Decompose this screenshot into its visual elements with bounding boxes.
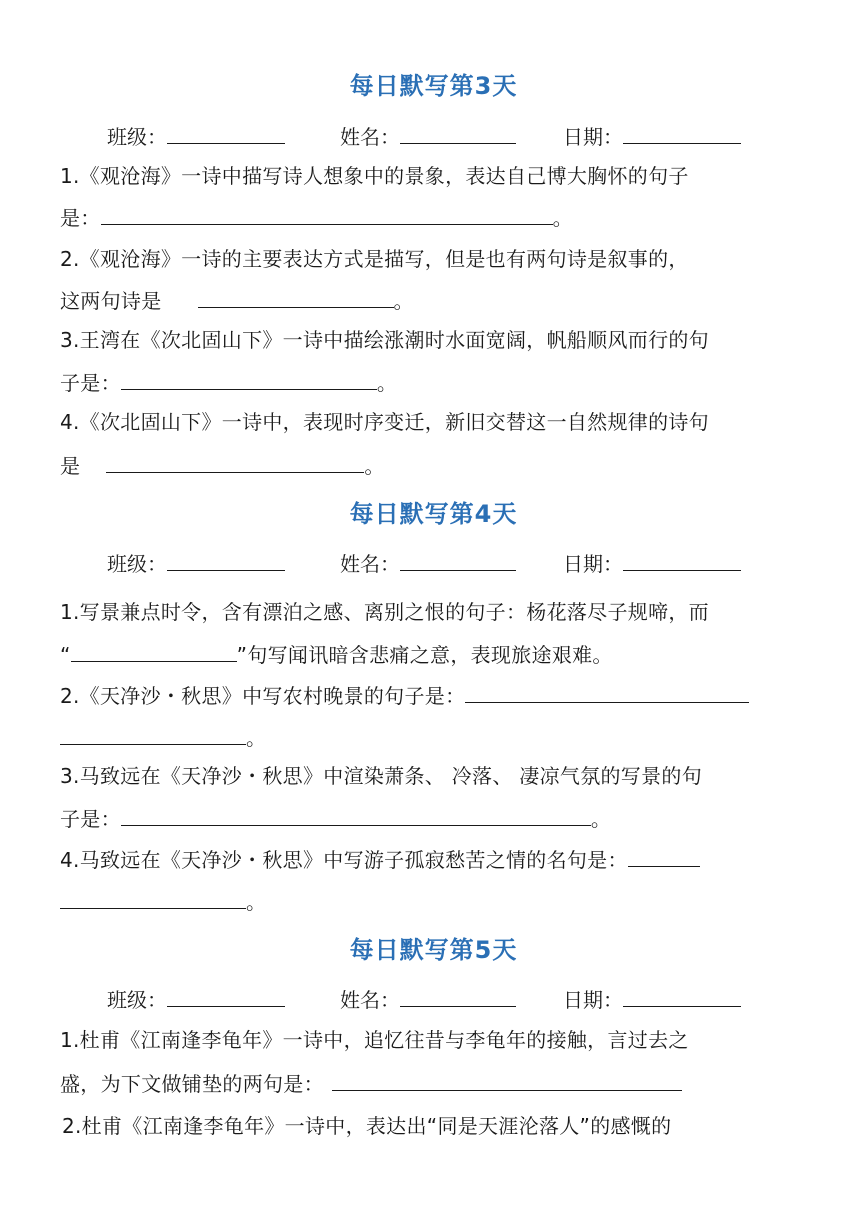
name-label: 姓名： xyxy=(340,988,400,1012)
class-label: 班级： xyxy=(107,988,167,1012)
question-line: 1.杜甫《江南逢李龟年》一诗中，追忆往昔与李龟年的接触，言过去之 xyxy=(60,1028,689,1052)
question-line: 4.《次北固山下》一诗中，表现时序变迁，新旧交替这一自然规律的诗句 xyxy=(60,410,709,434)
answer-blank[interactable] xyxy=(71,639,237,662)
answer-blank[interactable] xyxy=(101,202,553,225)
question-line: 2.《观沧海》一诗的主要表达方式是描写，但是也有两句诗是叙事的， xyxy=(60,247,689,271)
question-line: 这两句诗是 。 xyxy=(60,285,414,315)
name-blank[interactable] xyxy=(400,548,516,571)
date-field xyxy=(563,984,741,1014)
question-line: 是： 。 xyxy=(60,202,573,232)
question-line: 子是： 。 xyxy=(60,367,397,397)
date-blank[interactable] xyxy=(623,121,741,144)
name-field xyxy=(340,121,516,151)
class-blank[interactable] xyxy=(167,548,285,571)
date-blank[interactable] xyxy=(623,548,741,571)
question-line: 子是： 。 xyxy=(60,803,611,833)
date-label: 日期： xyxy=(563,125,623,149)
name-field xyxy=(340,548,516,578)
date-label: 日期： xyxy=(563,552,623,576)
question-line: 2.《天净沙・秋思》中写农村晚景的句子是： xyxy=(60,680,749,710)
question-line: 盛，为下文做铺垫的两句是： xyxy=(60,1068,682,1098)
class-field xyxy=(107,984,285,1014)
answer-blank[interactable] xyxy=(60,722,246,745)
name-label: 姓名： xyxy=(340,125,400,149)
date-field xyxy=(563,121,741,151)
class-blank[interactable] xyxy=(167,984,285,1007)
answer-blank[interactable] xyxy=(628,844,700,867)
question-line: 是 。 xyxy=(60,450,385,480)
section-title-day4: 每日默写第4天 xyxy=(349,500,518,528)
answer-blank[interactable] xyxy=(121,367,377,390)
class-blank[interactable] xyxy=(167,121,285,144)
answer-blank[interactable] xyxy=(465,680,749,703)
answer-blank[interactable] xyxy=(332,1068,682,1091)
question-line: 2.杜甫《江南逢李龟年》一诗中，表达出“同是天涯沦落人”的感慨的 xyxy=(62,1114,672,1138)
name-blank[interactable] xyxy=(400,121,516,144)
class-label: 班级： xyxy=(107,125,167,149)
question-line: 。 xyxy=(60,886,266,916)
answer-blank[interactable] xyxy=(121,803,591,826)
answer-blank[interactable] xyxy=(106,450,364,473)
question-line: 3.王湾在《次北固山下》一诗中描绘涨潮时水面宽阔，帆船顺风而行的句 xyxy=(60,328,709,352)
question-line: 3.马致远在《天净沙・秋思》中渲染萧条、 冷落、 凄凉气氛的写景的句 xyxy=(60,764,702,788)
class-field xyxy=(107,548,285,578)
date-field xyxy=(563,548,741,578)
name-label: 姓名： xyxy=(340,552,400,576)
question-line: “ ”句写闻讯暗含悲痛之意，表现旅途艰难。 xyxy=(60,639,613,669)
section-title-day3: 每日默写第3天 xyxy=(349,72,518,100)
section-title-day5: 每日默写第5天 xyxy=(349,936,518,964)
name-blank[interactable] xyxy=(400,984,516,1007)
question-line: 1.《观沧海》一诗中描写诗人想象中的景象，表达自己博大胸怀的句子 xyxy=(60,164,689,188)
name-field xyxy=(340,984,516,1014)
question-line: 4.马致远在《天净沙・秋思》中写游子孤寂愁苦之情的名句是： xyxy=(60,844,700,874)
date-blank[interactable] xyxy=(623,984,741,1007)
class-label: 班级： xyxy=(107,552,167,576)
answer-blank[interactable] xyxy=(60,886,246,909)
answer-blank[interactable] xyxy=(198,285,394,308)
question-line: 1.写景兼点时令，含有漂泊之感、离别之恨的句子：杨花落尽子规啼，而 xyxy=(60,600,709,624)
question-line: 。 xyxy=(60,722,266,752)
date-label: 日期： xyxy=(563,988,623,1012)
class-field xyxy=(107,121,285,151)
